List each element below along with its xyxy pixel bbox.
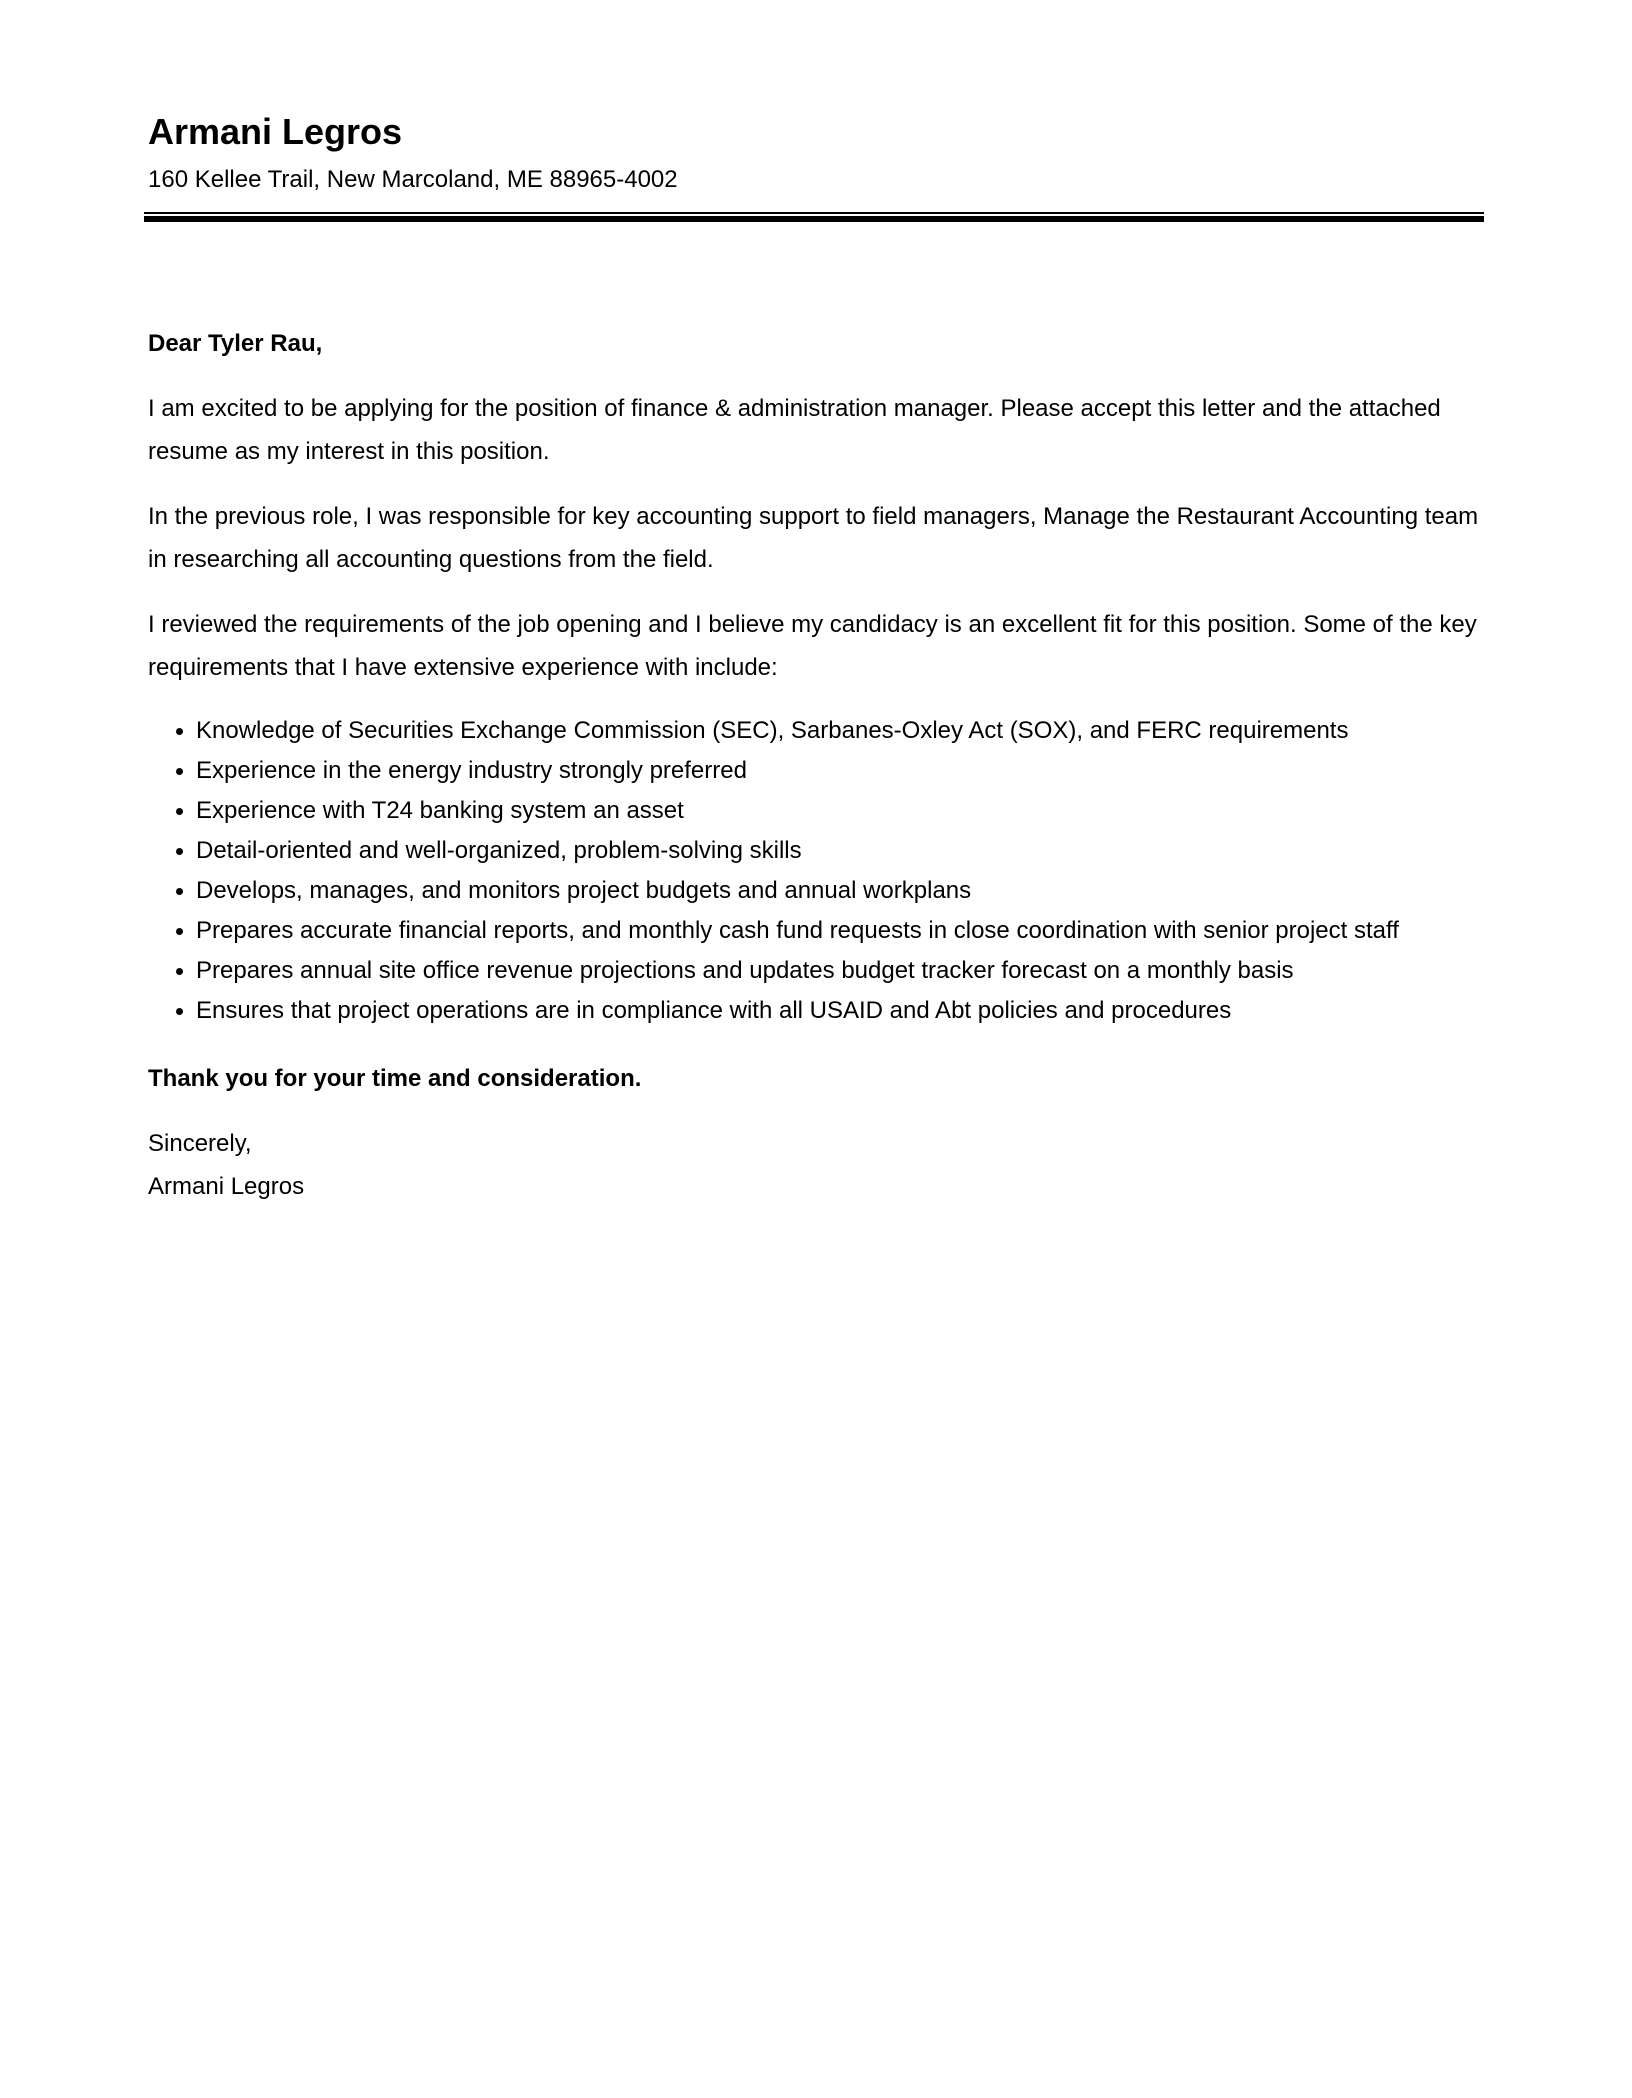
list-item: • Prepares accurate financial reports, and monthly cash fund requests in close coordination with senior project staff — [196, 911, 1484, 951]
thanks-line: Thank you for your time and consideration. — [148, 1065, 642, 1092]
list-item: • Detail-oriented and well-organized, problem-solving skills — [196, 831, 1484, 871]
paragraph-intro: I am excited to be applying for the position of finance & administration manager. Please accept this letter and the attached resume as my interest in this position. — [148, 395, 1441, 465]
paragraph-experience: In the previous role, I was responsible for key accounting support to field managers, Manage the Restaurant Accounting team in researching all accounting questions from the field. — [148, 503, 1479, 573]
list-item: • Experience with T24 banking system an asset — [196, 791, 1484, 831]
sender-address: 160 Kellee Trail, New Marcoland, ME 88965-4002 — [148, 166, 678, 193]
list-item: • Ensures that project operations are in compliance with all USAID and Abt policies and procedures — [196, 991, 1484, 1031]
paragraph-requirements: I reviewed the requirements of the job opening and I believe my candidacy is an excellent fit for this position. Some of the key requirements that I have extensive experience with include: — [148, 611, 1477, 681]
sender-name: Armani Legros — [148, 111, 403, 152]
list-item: • Prepares annual site office revenue projections and updates budget tracker forecast on a monthly basis — [196, 951, 1484, 991]
requirements-list — [148, 711, 1484, 1031]
header-divider-thin — [144, 212, 1484, 214]
list-item: • Knowledge of Securities Exchange Commission (SEC), Sarbanes-Oxley Act (SOX), and FERC requirements — [196, 711, 1484, 751]
letter-body — [148, 322, 1484, 1208]
salutation: Dear Tyler Rau, — [148, 330, 323, 357]
closing: Sincerely, — [148, 1130, 252, 1157]
list-item: • Develops, manages, and monitors project budgets and annual workplans — [196, 871, 1484, 911]
header-divider-thick — [144, 216, 1484, 222]
signature: Armani Legros — [148, 1173, 305, 1200]
list-item: • Experience in the energy industry strongly preferred — [196, 751, 1484, 791]
